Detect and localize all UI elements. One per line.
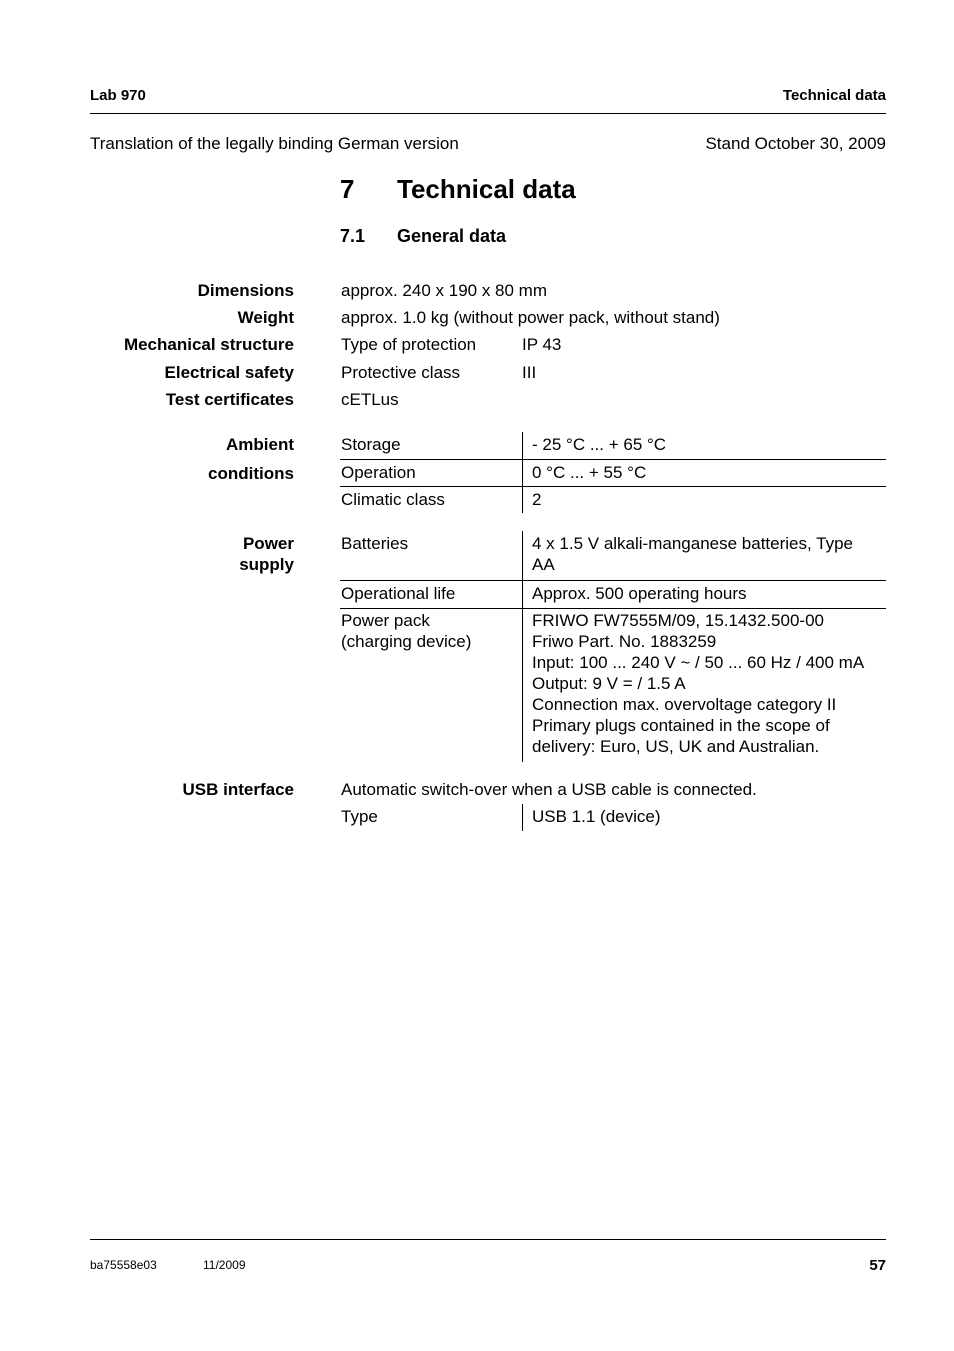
power-pack-key-line1: Power pack [341,611,430,630]
mechanical-structure-key: Type of protection [341,335,477,354]
translation-note: Translation of the legally binding German version [90,134,459,153]
dimensions-value: approx. 240 x 190 x 80 mm [341,281,548,300]
ambient-value: - 25 °C ... + 65 °C [523,432,887,459]
electrical-safety-value: III [522,363,537,382]
table-row [340,609,886,763]
power-label-line2: supply [239,555,294,574]
ambient-value: 2 [523,486,887,513]
page-number: 57 [869,1257,886,1274]
stand-date: Stand October 30, 2009 [705,134,886,153]
power-pack-key-line2: (charging device) [341,632,472,651]
power-pack-line: Primary plugs contained in the scope of [532,716,830,735]
section-title: General data [397,226,507,246]
power-supply-label [239,533,294,575]
test-certificates-value: cETLus [341,390,399,409]
weight-value: approx. 1.0 kg (without power pack, without stand) [341,308,720,327]
chapter-title: Technical data [397,174,576,204]
operational-life-key: Operational life [340,581,523,609]
table-row [340,531,886,581]
usb-type-key: Type [341,807,378,826]
running-header-title: Lab 970 [90,87,146,104]
power-pack-line: Connection max. overvoltage category II [532,695,837,714]
power-pack-line: Output: 9 V = / 1.5 A [532,674,686,693]
running-header-section: Technical data [782,87,886,104]
ambient-key: Climatic class [340,486,523,513]
ambient-label-line1: Ambient [226,435,294,454]
ambient-value: 0 °C ... + 55 °C [523,459,887,486]
power-pack-key [340,609,523,763]
test-certificates-label: Test certificates [165,390,294,409]
usb-interface-note: Automatic switch-over when a USB cable is connected. [341,780,757,799]
chapter-number: 7 [340,174,355,204]
power-pack-line: delivery: Euro, US, UK and Australian. [532,737,820,756]
ambient-key: Operation [340,459,523,486]
usb-interface-table [340,804,886,831]
header-rule [90,113,886,114]
dimensions-label: Dimensions [197,281,294,300]
batteries-value-line2: AA [532,555,555,574]
batteries-value [523,531,887,581]
electrical-safety-label: Electrical safety [164,363,294,382]
mechanical-structure-value: IP 43 [522,335,562,354]
power-label-line1: Power [242,534,294,553]
usb-type-value: USB 1.1 (device) [523,804,887,831]
table-row [340,432,886,459]
power-pack-line: FRIWO FW7555M/09, 15.1432.500-00 [532,611,824,630]
power-pack-line: Input: 100 ... 240 V ~ / 50 ... 60 Hz / 400 mA [532,653,865,672]
footer-date: 11/2009 [203,1258,246,1272]
table-row [340,486,886,513]
table-row [340,804,886,831]
power-supply-table [340,531,886,762]
section-number: 7.1 [340,226,366,246]
power-pack-value [523,609,887,763]
table-row [340,581,886,609]
ambient-label-line2: conditions [208,464,294,483]
mechanical-structure-label: Mechanical structure [123,335,294,354]
ambient-key: Storage [341,435,401,454]
usb-interface-label: USB interface [182,780,294,799]
power-pack-line: Friwo Part. No. 1883259 [532,632,717,651]
operational-life-value: Approx. 500 operating hours [523,581,887,609]
table-row [340,459,886,486]
weight-label: Weight [237,308,294,327]
footer-doc-id: ba75558e03 [90,1258,157,1272]
electrical-safety-key: Protective class [341,363,461,382]
footer-rule [90,1239,886,1240]
ambient-conditions-label [208,434,294,484]
batteries-value-line1: 4 x 1.5 V alkali-manganese batteries, Type [532,534,853,553]
batteries-key: Batteries [341,534,409,553]
ambient-conditions-table [340,432,886,513]
